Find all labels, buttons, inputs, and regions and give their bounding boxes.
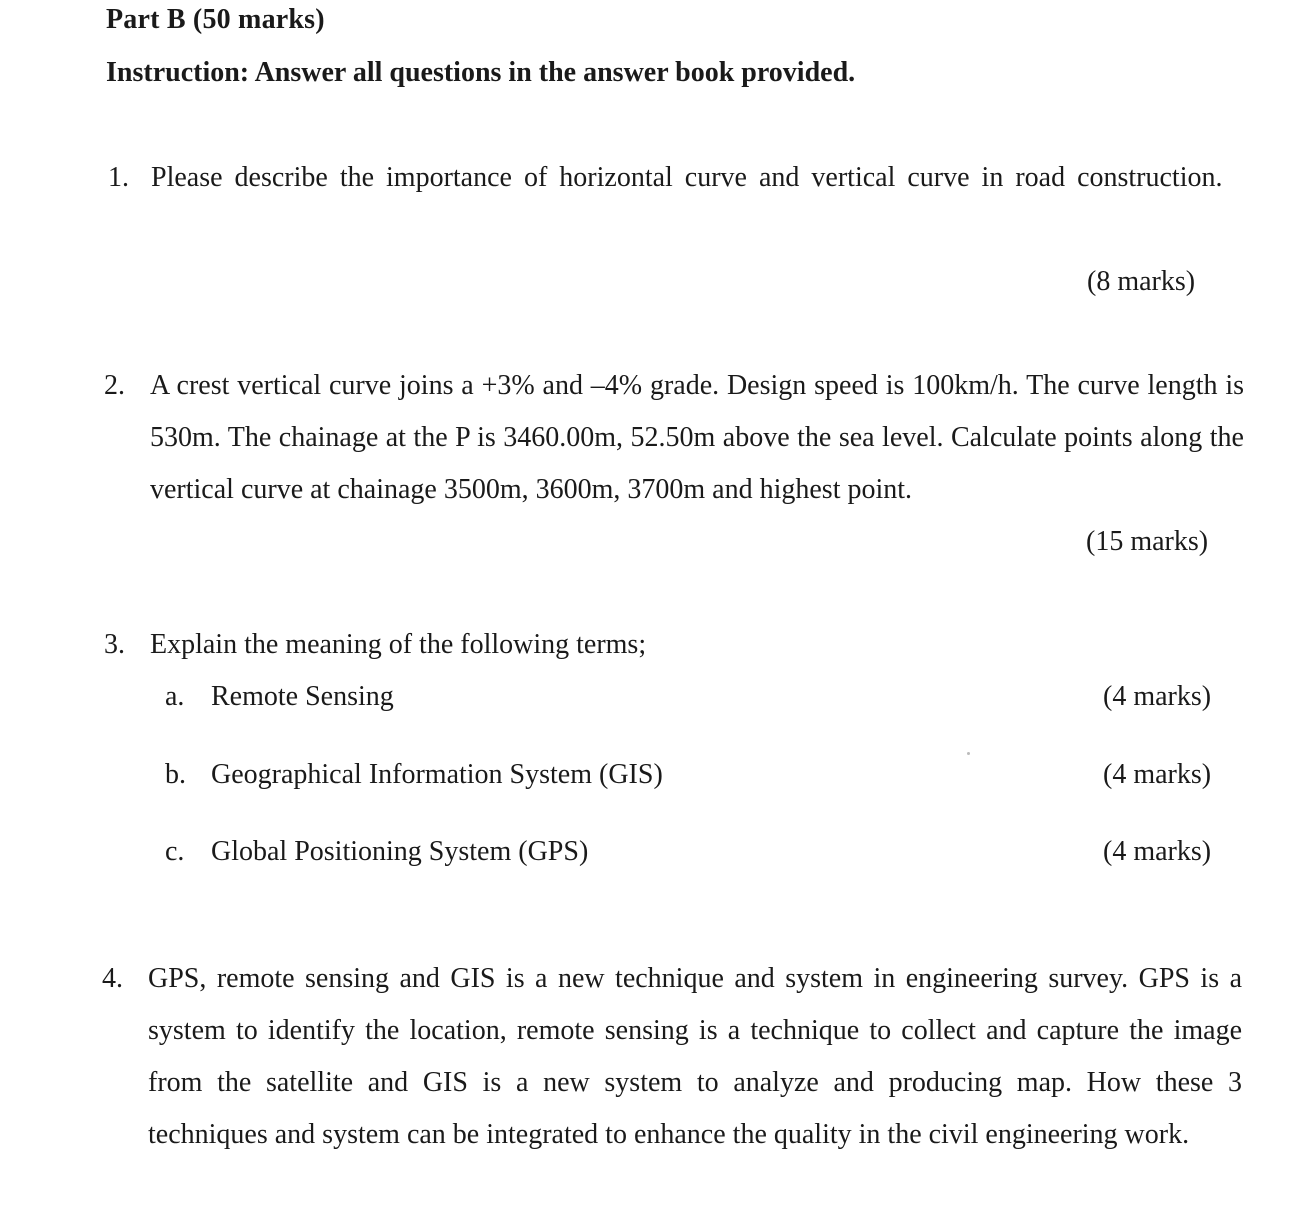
question-3c-letter: c. bbox=[165, 836, 185, 867]
question-1-text: Please describe the importance of horizontal curve and vertical curve in road construction. bbox=[151, 162, 1223, 193]
question-3a-marks: (4 marks) bbox=[1103, 681, 1212, 712]
question-3-number: 3. bbox=[104, 629, 125, 660]
question-4-text: GPS, remote sensing and GIS is a new technique and system in engineering survey. GPS is a system to identify the location, remote sensing is a technique to collect and capture the image from the satellite and GIS is a new system to analyze and producing map. How these 3 techniques and system can be integrated to enhance the quality in the civil engineering work. bbox=[148, 963, 1242, 1150]
question-3a-text: Remote Sensing bbox=[211, 681, 394, 712]
question-3b-letter: b. bbox=[165, 759, 186, 790]
scan-speck bbox=[967, 752, 970, 755]
question-2-number: 2. bbox=[104, 370, 125, 401]
question-3c-text: Global Positioning System (GPS) bbox=[211, 836, 589, 867]
question-4-number: 4. bbox=[102, 963, 123, 994]
question-1-marks: (8 marks) bbox=[1087, 266, 1196, 297]
question-3c-marks: (4 marks) bbox=[1103, 836, 1212, 867]
question-2-text: A crest vertical curve joins a +3% and –4% grade. Design speed is 100km/h. The curve length is 530m. The chainage at the P is 3460.00m, 52.50m above the sea level. Calculate points along the vertical curve at chainage 3500m, 3600m, 3700m and highest point. bbox=[150, 370, 1244, 505]
part-title: Part B (50 marks) bbox=[106, 4, 325, 35]
question-3b-marks: (4 marks) bbox=[1103, 759, 1212, 790]
question-1-number: 1. bbox=[108, 162, 129, 193]
question-3b-text: Geographical Information System (GIS) bbox=[211, 759, 663, 790]
question-2-marks: (15 marks) bbox=[1086, 526, 1209, 557]
instruction-text: Instruction: Answer all questions in the answer book provided. bbox=[106, 57, 856, 88]
question-3a-letter: a. bbox=[165, 681, 185, 712]
question-3-text: Explain the meaning of the following terms; bbox=[150, 629, 647, 660]
